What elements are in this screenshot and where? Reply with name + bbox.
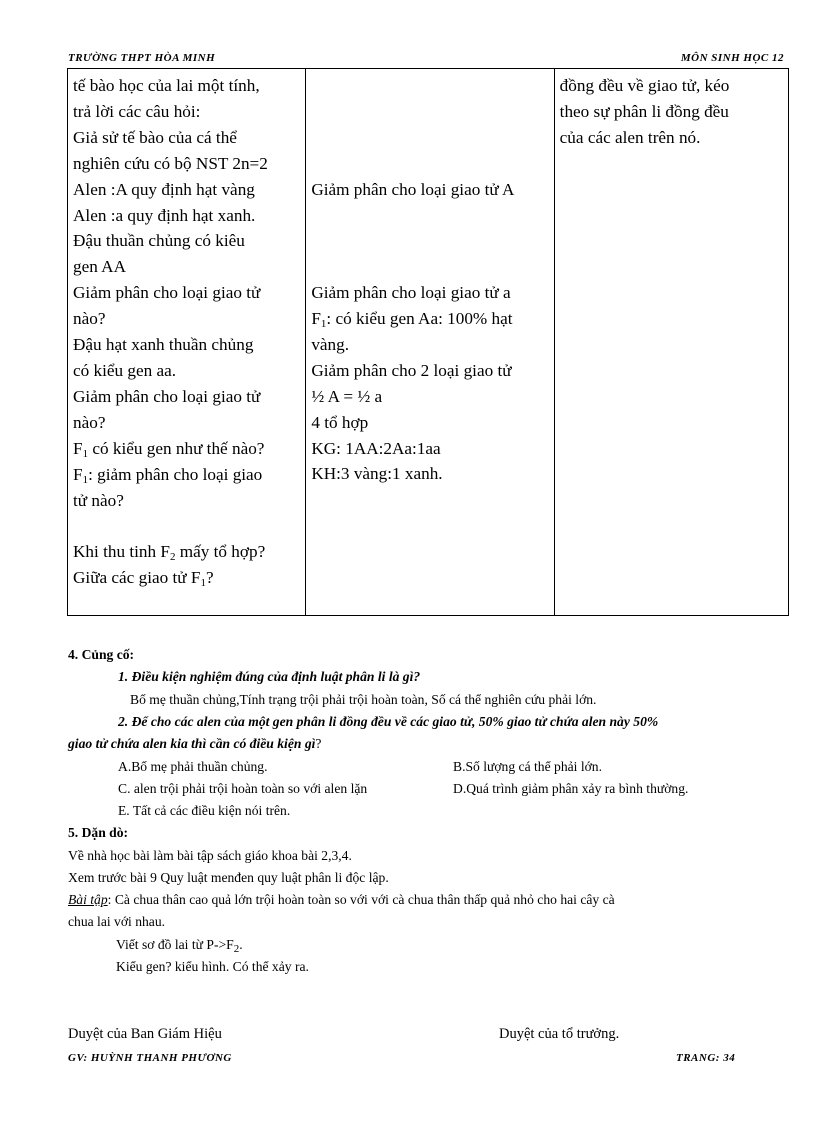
col1-f1-question: $F_1$ có kiểu gen như thế nào? [73, 438, 265, 460]
col2-f1-line: $F_1$: có kiểu gen Aa: 100% hạt [311, 309, 513, 331]
option-b: B.Số lượng cá thể phải lớn. [453, 759, 602, 774]
lesson-table [67, 68, 789, 616]
col1-line: Giả sử tế bào của cá thể [73, 127, 237, 147]
col2-line: Giảm phân cho 2 loại giao tử [311, 360, 512, 380]
col2-line: KH:3 vàng:1 xanh. [311, 464, 443, 484]
col1-line: có kiểu gen aa. [73, 360, 177, 380]
option-a: A.Bố mẹ phải thuần chủng. [118, 759, 268, 774]
subject-name: MÔN SINH HỌC 12 [680, 52, 784, 64]
exercise-line-1: Bài tập: Cà chua thân cao quả lớn trội hoàn toàn so với với cà chua thân thấp quả nhỏ cho hai cây cà [68, 892, 615, 907]
col2-line: 4 tổ hợp [311, 412, 369, 432]
homework-line-1: Về nhà học bài làm bài tập sách giáo khoa bài 2,3,4. [68, 848, 352, 863]
col1-line: Alen :A quy định hạt vàng [73, 179, 255, 199]
question-2-line-2: giao tử chứa alen kia thì cần có điều kiện gì? [68, 736, 322, 751]
col1-line: tử nào? [73, 490, 124, 510]
col3-line: đồng đều về giao tử, kéo [559, 76, 730, 95]
teacher-name: GV: HUỲNH THANH PHƯƠNG [68, 1052, 232, 1064]
exercise-task-2: Kiểu gen? kiểu hình. Có thể xảy ra. [116, 959, 309, 974]
page-header [68, 52, 788, 68]
col1-f1-question-2: $F_1$: giảm phân cho loại giao [73, 464, 263, 486]
col3-line: theo sự phân li đồng đều [559, 101, 729, 121]
option-d: D.Quá trình giảm phân xảy ra bình thường. [453, 781, 689, 796]
blank-line [73, 513, 300, 539]
section-5-title: 5. Dặn dò: [68, 825, 129, 840]
col1-line: Alen :a quy định hạt xanh. [73, 205, 256, 225]
col1-f1-gametes: Giữa các giao tử $F_1$? [73, 568, 214, 590]
homework-line-2: Xem trước bài 9 Quy luật menđen quy luật phân li độc lập. [68, 870, 389, 885]
col1-line: Đậu thuần chủng có kiêu [73, 231, 245, 251]
col1-line: gen AA [73, 257, 126, 277]
page-number: TRANG: 34 [676, 1052, 736, 1064]
col1-line: Đậu hạt xanh thuần chủng [73, 335, 254, 355]
col1-line: tế bào học của lai một tính, [73, 76, 260, 95]
question-1: 1. Điều kiện nghiệm đúng của định luật phân li là gì? [118, 669, 421, 684]
approval-head: Duyệt của tổ trưởng. [499, 1026, 620, 1042]
col1-line: trả lời các câu hỏi: [73, 101, 201, 121]
col2-line: Giảm phân cho loại giao tử a [311, 283, 511, 303]
col1-line: nào? [73, 412, 106, 432]
section-4-title: 4. Củng cố: [68, 647, 135, 662]
col2-line: KG: 1AA:2Aa:1aa [311, 438, 441, 458]
col2-line: vàng. [311, 334, 350, 354]
answer-1: Bố mẹ thuần chủng,Tính trạng trội phải trội hoàn toàn, Số cá thể nghiên cứu phải lớn. [130, 692, 597, 707]
col1-line: Giảm phân cho loại giao tử [73, 386, 261, 406]
exercise-line-2: chua lai với nhau. [68, 914, 166, 929]
student-activity-column [306, 69, 554, 616]
col2-line: Giảm phân cho loại giao tử A [311, 179, 515, 199]
content-column [554, 69, 788, 616]
col1-f2-question: Khi thu tinh $F_2$ mấy tổ hợp? [73, 542, 266, 564]
teacher-activity-column [68, 69, 306, 616]
col3-line: của các alen trên nó. [559, 127, 701, 147]
school-name: TRƯỜNG THPT HÒA MINH [68, 52, 216, 64]
question-2-line-1: 2. Để cho các alen của một gen phân li đồng đều về các giao tử, 50% giao tử chứa alen này 50% [118, 714, 659, 729]
col2-line: ½ A = ½ a [311, 386, 383, 406]
col1-line: Giảm phân cho loại giao tử [73, 283, 261, 303]
approval-principal: Duyệt của Ban Giám Hiệu [68, 1026, 222, 1042]
col1-line: nghiên cứu có bộ NST 2n=2 [73, 153, 268, 173]
exercise-task-1: Viết sơ đồ lai từ $P->F_2$. [116, 937, 243, 955]
option-e: E. Tất cả các điều kiện nói trên. [118, 803, 291, 818]
option-c: C. alen trội phải trội hoàn toàn so với alen lặn [118, 781, 368, 796]
col1-line: nào? [73, 309, 106, 329]
